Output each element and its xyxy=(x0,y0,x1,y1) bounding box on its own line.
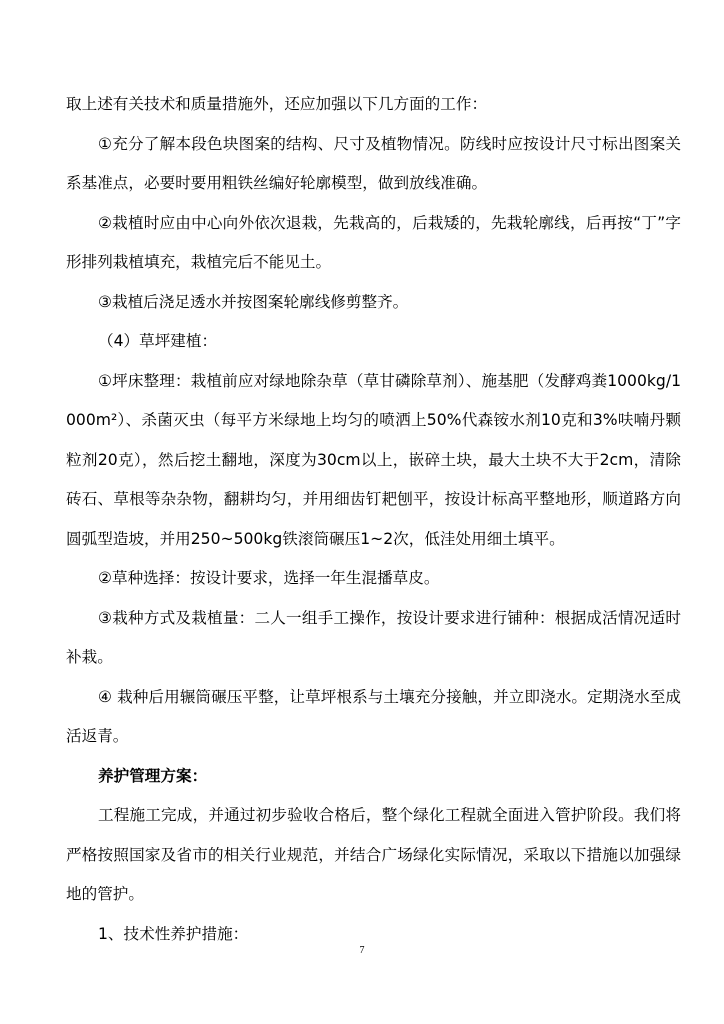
paragraph-pattern-layout: ①充分了解本段色块图案的结构、尺寸及植物情况。防线时应按设计尺寸标出图案关系基准点，必要时要用粗铁丝编好轮廓模型，做到放线准确。 xyxy=(66,134,681,192)
paragraph-rolling-watering: ④ 栽种后用辗筒碾压平整，让草坪根系与土壤充分接触，并立即浇水。定期浇水至成活返青。 xyxy=(66,687,681,745)
heading-lawn-establishment: （4）草坪建植： xyxy=(98,332,218,350)
paragraph-watering-trim: ③栽植后浇足透水并按图案轮廓线修剪整齐。 xyxy=(98,292,409,311)
page-number: 7 xyxy=(359,945,365,956)
paragraph-bed-preparation: ①坪床整理：栽植前应对绿地除杂草（草甘磷除草剂）、施基肥（发酵鸡粪1000kg/1000m²）、杀菌灭虫（每平方米绿地上均匀的喷洒上50%代森铵水剂10克和3%呋喃丹颗粒剂20克），然后挖土翻地，深度为30cm以上，嵌碎土块，最大土块不大于2cm，清除砖石、草根等杂杂物，翻耕均匀，并用细齿钉耙刨平，按设计标高平整地形，顺道路方向圆弧型造坡，并用250~500kg铁滚筒碾压1~2次，低洼处用细土填平。 xyxy=(66,371,681,548)
paragraph-intro: 取上述有关技术和质量措施外，还应加强以下几方面的工作： xyxy=(66,95,488,113)
heading-maintenance-plan: 养护管理方案： xyxy=(98,766,208,785)
paragraph-planting-method: ③栽种方式及栽植量：二人一组手工操作，按设计要求进行铺种：根据成活情况适时补栽。 xyxy=(66,608,681,666)
paragraph-planting-order: ②栽植时应由中心向外依次退栽，先栽高的，后栽矮的，先栽轮廓线，后再按“丁”字形排列栽植填充，栽植完后不能见土。 xyxy=(66,213,681,271)
heading-technical-measures: 1、技术性养护措施： xyxy=(98,924,249,943)
paragraph-grass-selection: ②草种选择：按设计要求，选择一年生混播草皮。 xyxy=(98,569,440,587)
paragraph-maintenance-intro: 工程施工完成，并通过初步验收合格后，整个绿化工程就全面进入管护阶段。我们将严格按照国家及省市的相关行业规范，并结合广场绿化实际情况，采取以下措施以加强绿地的管护。 xyxy=(66,806,681,903)
document-body xyxy=(66,85,681,954)
